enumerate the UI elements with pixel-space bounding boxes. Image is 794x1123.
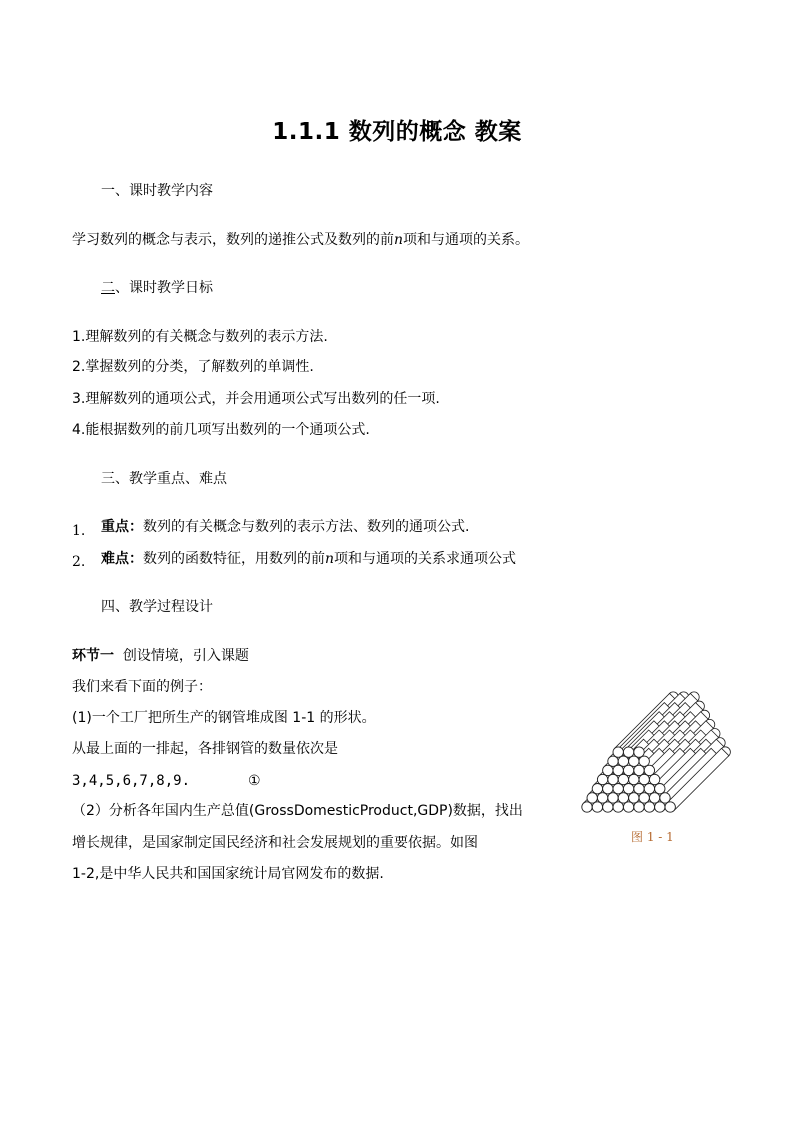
n-variable: n (394, 232, 404, 248)
pipe-front-end (623, 783, 633, 793)
pipe-front-end (613, 802, 623, 812)
pipe-front-end (655, 802, 665, 812)
stage-title: 创设情境，引入课题 (122, 648, 249, 664)
section-2-heading (101, 278, 213, 298)
pipe-front-end (623, 765, 633, 775)
body-line: 我们来看下面的例子： (72, 679, 212, 695)
section-1-text-b: 项和与通项的关系。 (403, 232, 530, 248)
stage-label: 环节一 (72, 648, 114, 664)
pipe-front-end (639, 756, 649, 766)
pipe-front-end (644, 765, 654, 775)
pipe-front-end (649, 793, 659, 803)
difficulty-label: 难点： (101, 551, 143, 567)
body-line: (1)一个工厂把所生产的钢管堆成图 1-1 的形状。 (72, 710, 376, 726)
pipe-front-end (629, 793, 639, 803)
difficulty-item (101, 549, 516, 569)
pipe-front-end (613, 747, 623, 757)
pipe-front-end (592, 802, 602, 812)
pipe-front-end (608, 756, 618, 766)
pipe-front-end (582, 802, 592, 812)
pipe-front-end (634, 765, 644, 775)
pipe-front-end (623, 747, 633, 757)
section-4-heading: 四、教学过程设计 (101, 599, 213, 615)
pipe-front-end (639, 793, 649, 803)
section-2-heading-rest: 、课时教学日标 (115, 280, 213, 296)
n-variable: n (325, 551, 335, 567)
sequence-values: 3,4,5,6,7,8,9. (72, 773, 191, 789)
pipe-front-end (649, 774, 659, 784)
objective-item: 1.理解数列的有关概念与数列的表示方法. (72, 329, 328, 345)
body-line: 1-2,是中华人民共和国国家统计局官网发布的数据. (72, 866, 384, 882)
objective-item: 4.能根据数列的前几项写出数列的一个通项公式. (72, 422, 370, 438)
pipe-front-end (618, 793, 628, 803)
body-line: （2）分析各年国内生产总值(GrossDomesticProduct,GDP)数据，找出 (72, 803, 523, 819)
pipe-front-end (603, 765, 613, 775)
pipe-front-end (639, 774, 649, 784)
key-point-label: 重点： (101, 519, 143, 535)
pipe-front-end (608, 793, 618, 803)
pipe-front-end (634, 783, 644, 793)
pipe-front-end (592, 783, 602, 793)
list-number: 2. (72, 554, 86, 570)
difficulty-text-a: 数列的函数特征，用数列的前 (143, 551, 325, 567)
pipe-front-end (665, 802, 675, 812)
pipe-front-end (644, 802, 654, 812)
sequence-line (72, 771, 261, 791)
document-title: 1.1.1 数列的概念 教案 (272, 119, 522, 145)
section-1-text (72, 230, 529, 250)
pipe-front-end (623, 802, 633, 812)
body-line: 从最上面的一排起，各排钢管的数量依次是 (72, 741, 338, 757)
pipe-front-end (613, 783, 623, 793)
pipe-stack-figure (575, 685, 750, 817)
pipe-front-end (603, 802, 613, 812)
key-point-item (101, 517, 469, 537)
pipe-front-end (629, 774, 639, 784)
pipe-front-end (603, 783, 613, 793)
list-number: 1. (72, 523, 86, 539)
stage-heading (72, 646, 249, 666)
pipe-front-end (655, 783, 665, 793)
objective-item: 2.掌握数列的分类，了解数列的单调性. (72, 359, 314, 375)
pipe-front-end (660, 793, 670, 803)
pipe-front-end (608, 774, 618, 784)
pipe-front-end (587, 793, 597, 803)
pipe-front-end (613, 765, 623, 775)
section-1-text-a: 学习数列的概念与表示，数列的递推公式及数列的前 (72, 232, 394, 248)
pipe-front-end (634, 802, 644, 812)
pipe-front-end (634, 747, 644, 757)
section-3-heading: 三、教学重点、难点 (101, 471, 227, 487)
pipe-front-end (618, 774, 628, 784)
difficulty-text-b: 项和与通项的关系求通项公式 (334, 551, 517, 567)
figure-caption: 图 1 - 1 (631, 830, 674, 844)
section-2-heading-number: 二 (101, 280, 115, 296)
pipe-front-end (644, 783, 654, 793)
objective-item: 3.理解数列的通项公式，并会用通项公式写出数列的任一项. (72, 391, 440, 407)
pipe-front-end (618, 756, 628, 766)
pipe-front-end (629, 756, 639, 766)
key-point-text: 数列的有关概念与数列的表示方法、数列的通项公式. (143, 519, 470, 535)
body-line: 增长规律，是国家制定国民经济和社会发展规划的重要依据。如图 (72, 835, 478, 851)
pipe-front-end (597, 774, 607, 784)
section-1-heading: 一、课时教学内容 (101, 183, 213, 199)
circled-number: ① (248, 773, 261, 789)
pipe-front-end (597, 793, 607, 803)
